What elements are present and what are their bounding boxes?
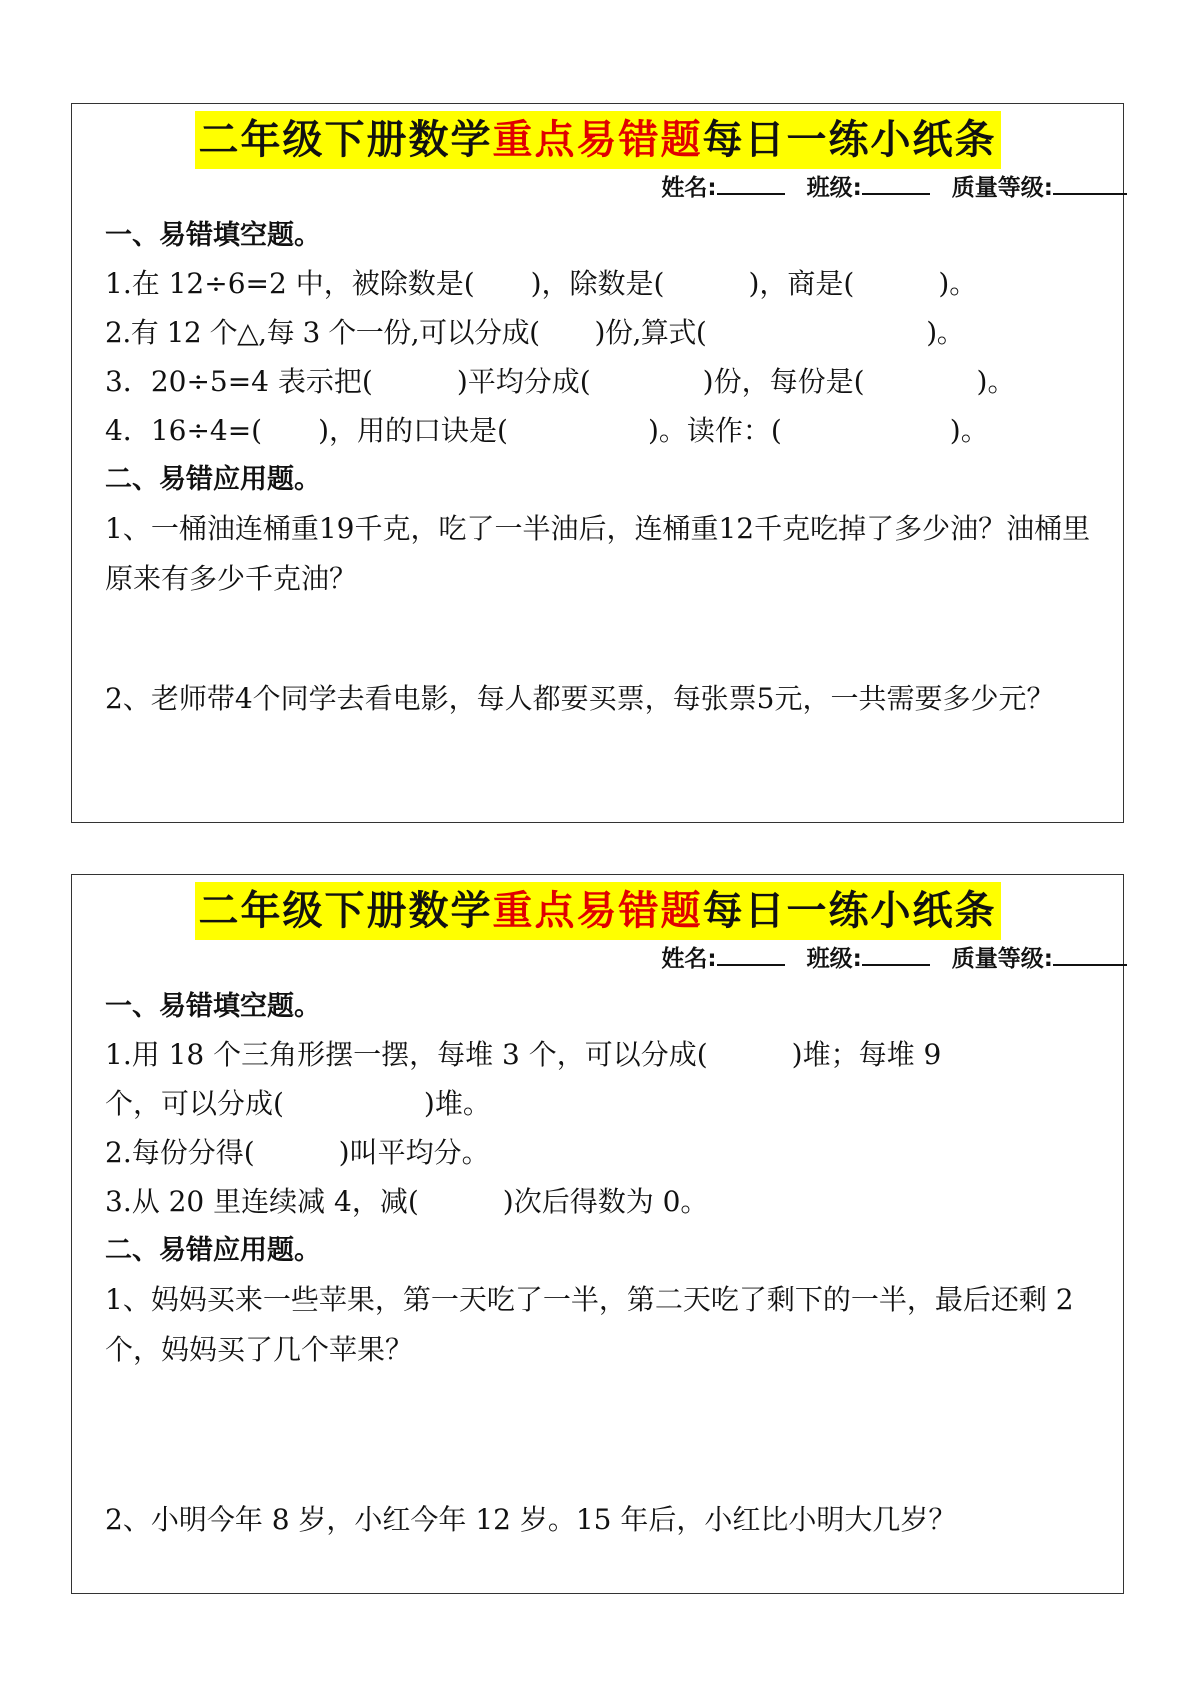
fill-question: 2.有 12 个△,每 3 个一份,可以分成( )份,算式( )。 <box>105 316 965 349</box>
section-heading-fill: 一、易错填空题。 <box>105 220 321 251</box>
fill-question: 1.在 12÷6=2 中，被除数是( )，除数是( )，商是( )。 <box>105 267 978 300</box>
fill-question: 3.从 20 里连续减 4，减( )次后得数为 0。 <box>105 1185 709 1218</box>
title-highlight <box>195 882 1001 940</box>
grade-label: 质量等级: <box>951 946 1053 972</box>
title-part-1: 二年级下册数学 <box>198 888 493 934</box>
title-part-2: 每日一练小纸条 <box>702 117 997 163</box>
class-blank[interactable] <box>862 944 930 966</box>
name-blank[interactable] <box>717 173 785 195</box>
title-highlight <box>195 111 1001 169</box>
grade-label: 质量等级: <box>951 175 1053 201</box>
name-field[interactable] <box>661 943 784 975</box>
practice-card <box>71 874 1124 1594</box>
fill-question: 2.每份分得( )叫平均分。 <box>105 1136 490 1169</box>
application-question: 2、老师带4个同学去看电影，每人都要买票，每张票5元，一共需要多少元？ <box>105 682 1055 715</box>
section-heading-application: 二、易错应用题。 <box>105 1235 321 1266</box>
class-blank[interactable] <box>862 173 930 195</box>
name-label: 姓名: <box>661 946 717 972</box>
name-blank[interactable] <box>717 944 785 966</box>
fill-question: 3．20÷5=4 表示把( )平均分成( )份，每份是( )。 <box>105 365 1016 398</box>
title-part-2: 每日一练小纸条 <box>702 888 997 934</box>
grade-field[interactable] <box>952 943 1127 975</box>
class-label: 班级: <box>806 175 862 201</box>
practice-card <box>71 103 1124 823</box>
grade-blank[interactable] <box>1053 173 1127 195</box>
section-heading-fill: 一、易错填空题。 <box>105 991 321 1022</box>
title-part-highlight-red: 重点易错题 <box>492 117 703 163</box>
section-heading-application: 二、易错应用题。 <box>105 464 321 495</box>
class-field[interactable] <box>807 943 930 975</box>
class-field[interactable] <box>807 172 930 204</box>
name-label: 姓名: <box>661 175 717 201</box>
name-field[interactable] <box>661 172 784 204</box>
application-question: 2、小明今年 8 岁，小红今年 12 岁。15 年后，小红比小明大几岁？ <box>105 1503 957 1536</box>
student-info-row <box>647 172 1127 204</box>
card-title <box>72 882 1123 944</box>
grade-field[interactable] <box>952 172 1127 204</box>
class-label: 班级: <box>806 946 862 972</box>
application-question: 1、妈妈买来一些苹果，第一天吃了一半，第二天吃了剩下的一半，最后还剩 2 个，妈妈买了几个苹果？ <box>105 1283 1074 1366</box>
fill-question: 4．16÷4=( )，用的口诀是( )。读作：( )。 <box>105 414 989 447</box>
grade-blank[interactable] <box>1053 944 1127 966</box>
title-part-1: 二年级下册数学 <box>198 117 493 163</box>
fill-question: 个，可以分成( )堆。 <box>105 1087 491 1120</box>
card-title <box>72 111 1123 173</box>
student-info-row <box>647 943 1127 975</box>
application-question: 1、一桶油连桶重19千克，吃了一半油后，连桶重12千克吃掉了多少油？油桶里原来有多少千克油？ <box>105 512 1091 595</box>
title-part-highlight-red: 重点易错题 <box>492 888 703 934</box>
fill-question: 1.用 18 个三角形摆一摆，每堆 3 个，可以分成( )堆；每堆 9 <box>105 1038 942 1071</box>
